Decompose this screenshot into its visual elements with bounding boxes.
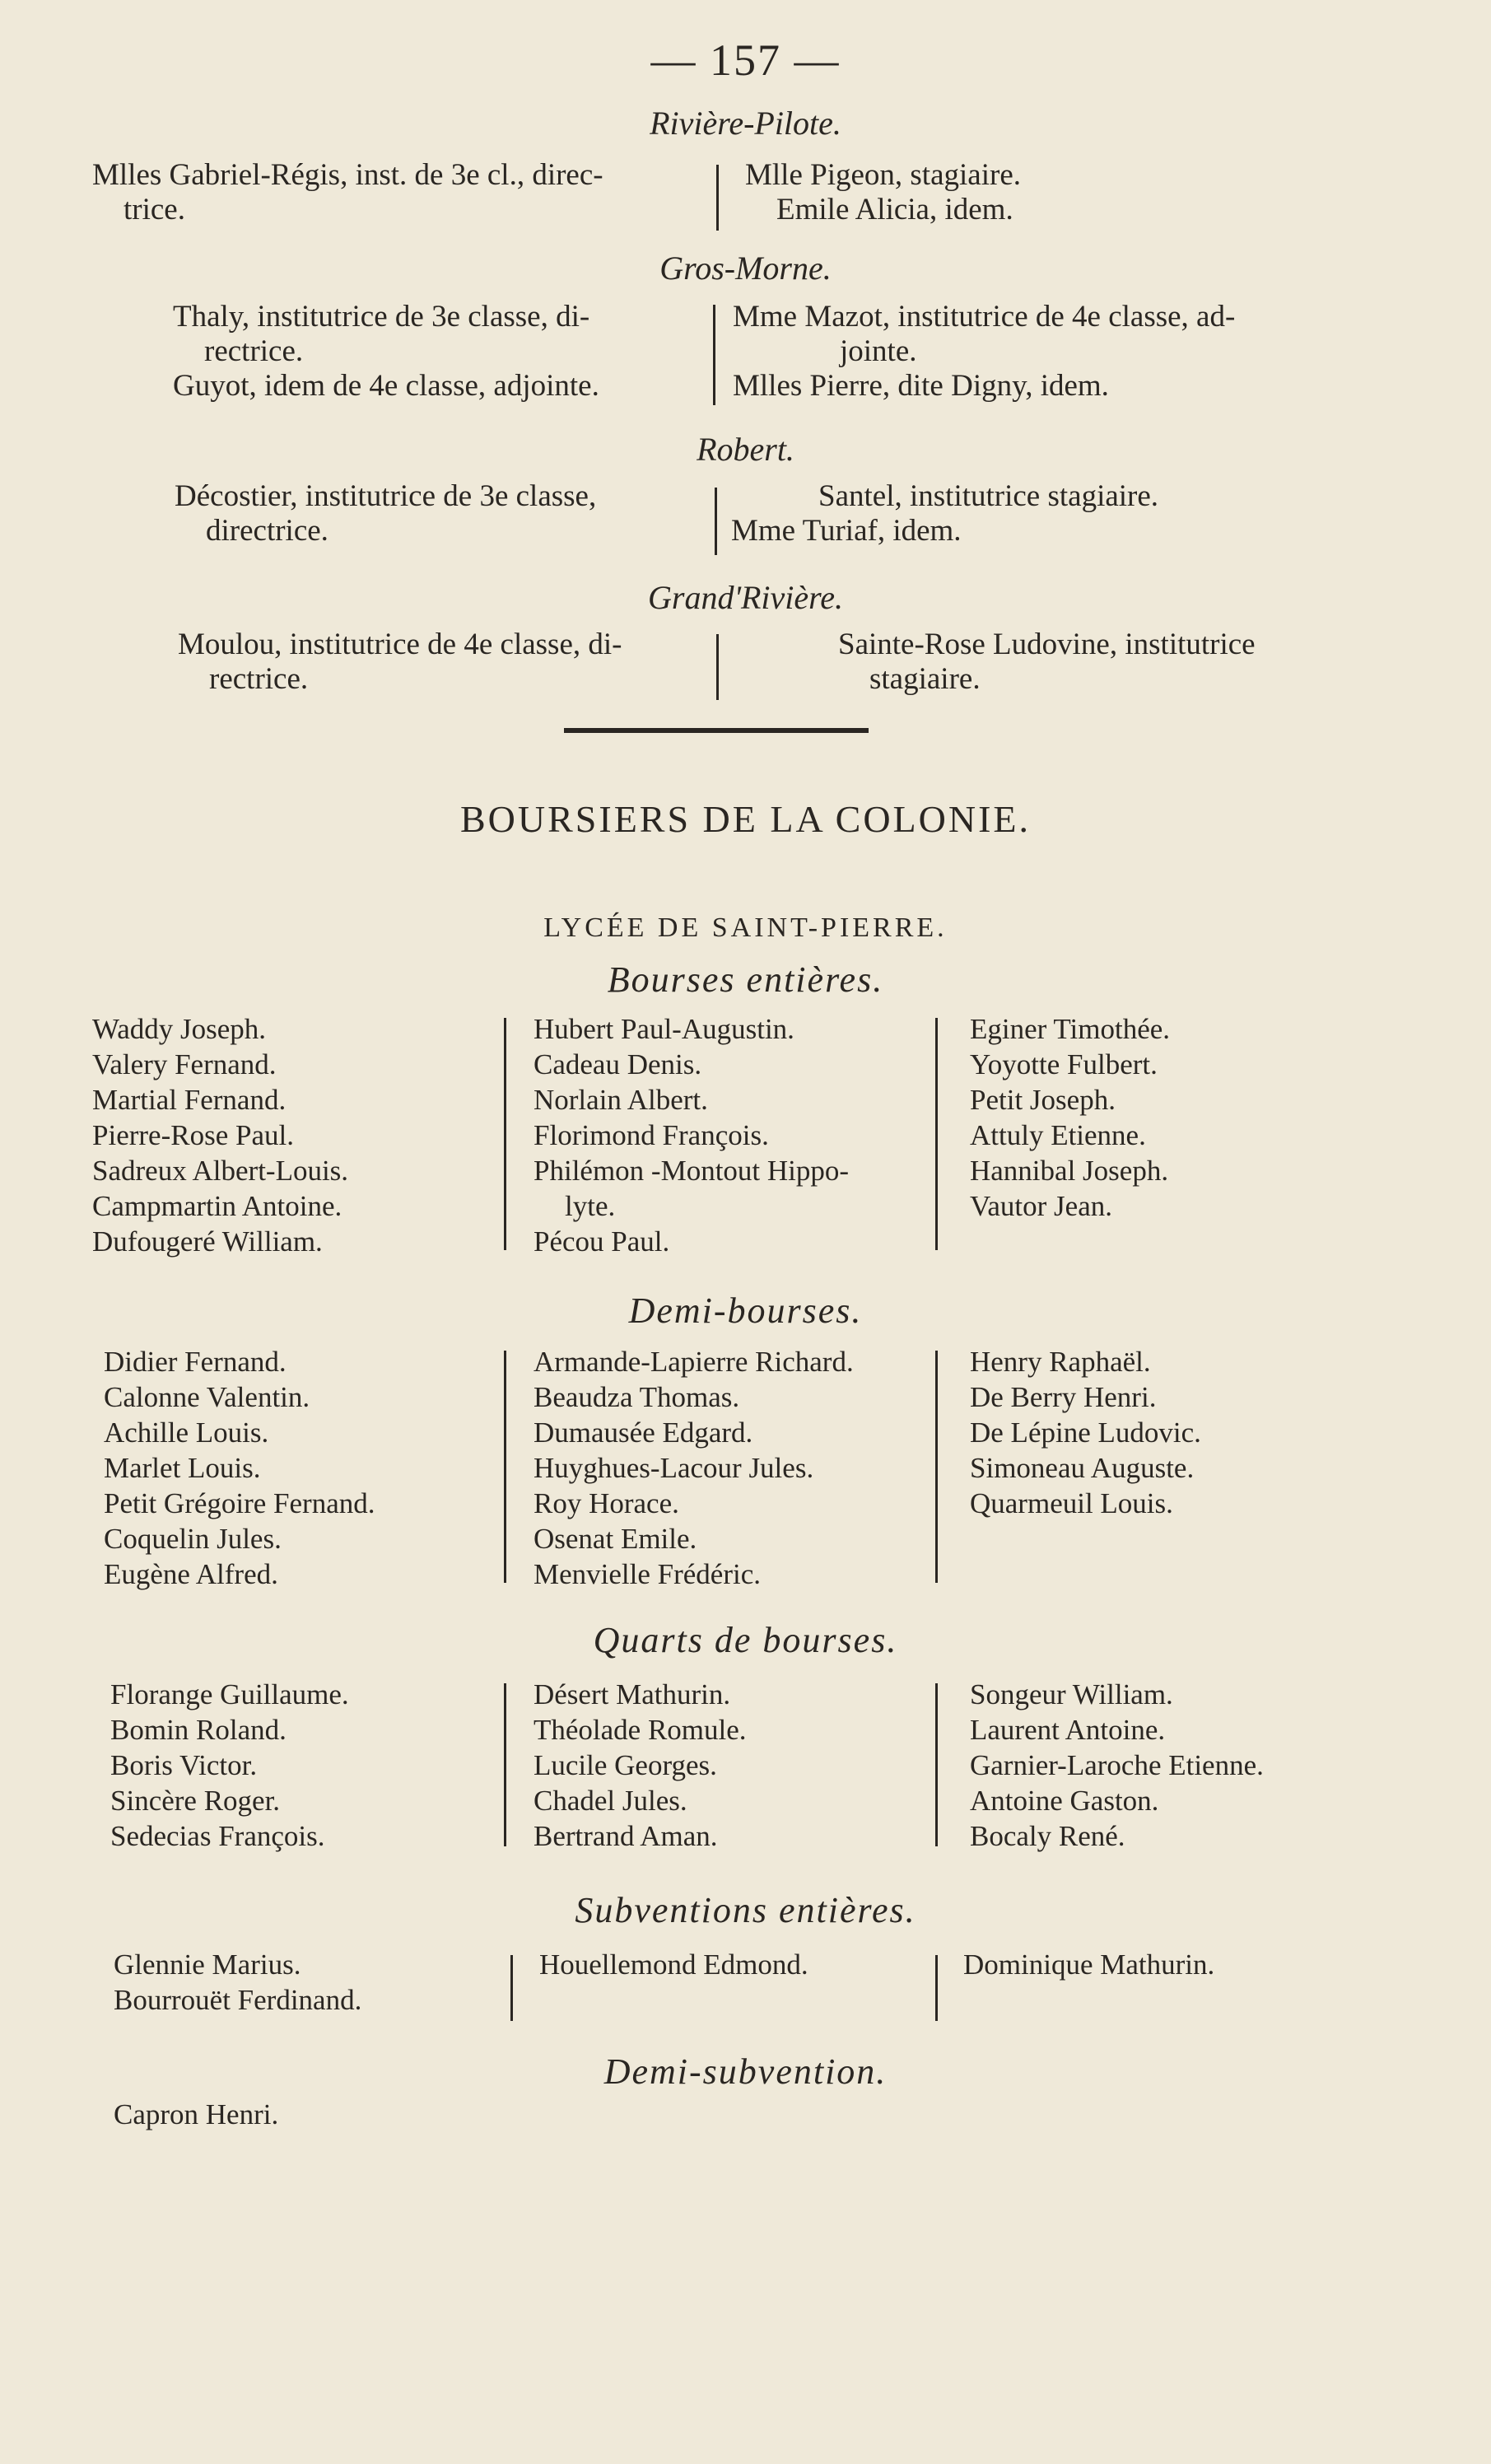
name-column-2 [533, 1011, 849, 1259]
name-item: Songeur William. [970, 1678, 1173, 1710]
staff-line: Mme Mazot, institutrice de 4e classe, ad- [733, 300, 1236, 334]
section-heading: BOURSIERS DE LA COLONIE. [459, 798, 1032, 840]
name-item: Hubert Paul-Augustin. [533, 1013, 794, 1045]
name-item: Bourrouët Ferdinand. [114, 1984, 362, 2016]
name-item: Florimond François. [533, 1119, 769, 1151]
school-staff-right [745, 158, 1021, 227]
name-column-2 [533, 1344, 854, 1592]
name-item: Bomin Roland. [110, 1714, 287, 1746]
school-name: Robert. [697, 431, 794, 468]
school-name: Rivière-Pilote. [650, 105, 841, 142]
name-item: Vautor Jean. [970, 1190, 1113, 1222]
staff-line: Mlles Pierre, dite Digny, idem. [733, 369, 1109, 403]
name-column-3 [970, 1677, 1264, 1854]
name-item: Florange Guillaume. [110, 1678, 349, 1710]
staff-line: rectrice. [209, 662, 309, 696]
name-item: Didier Fernand. [104, 1346, 287, 1378]
column-divider [504, 1351, 506, 1583]
name-item: Quarmeuil Louis. [970, 1487, 1173, 1519]
name-item: Cadeau Denis. [533, 1048, 702, 1080]
name-item: Chadel Jules. [533, 1785, 687, 1817]
name-item: Waddy Joseph. [92, 1013, 267, 1045]
name-item: Beaudza Thomas. [533, 1381, 740, 1413]
school-staff-left [175, 479, 596, 548]
group-title: Bourses entières. [607, 959, 884, 1000]
name-item: De Berry Henri. [970, 1381, 1157, 1413]
school-staff-left [178, 628, 622, 697]
staff-line: directrice. [206, 514, 328, 548]
column-divider [716, 634, 719, 700]
name-item: Marlet Louis. [104, 1452, 261, 1484]
name-item: Armande-Lapierre Richard. [533, 1346, 854, 1378]
name-item: Roy Horace. [533, 1487, 679, 1519]
name-item: Attuly Etienne. [970, 1119, 1146, 1151]
name-item: Laurent Antoine. [970, 1714, 1166, 1746]
name-item: Dumausée Edgard. [533, 1416, 753, 1449]
school-staff-left [92, 158, 603, 227]
name-item: Sedecias François. [110, 1820, 325, 1852]
name-item: lyte. [565, 1190, 616, 1222]
name-column-1 [114, 1947, 361, 2018]
name-column-1 [114, 2097, 278, 2132]
name-item: Boris Victor. [110, 1749, 258, 1781]
name-item: Valery Fernand. [92, 1048, 277, 1080]
page-number: — 157 — [650, 35, 841, 85]
name-item: Désert Mathurin. [533, 1678, 731, 1710]
name-column-3 [970, 1011, 1170, 1224]
name-item: Dufougeré William. [92, 1225, 323, 1258]
name-item: Eugène Alfred. [104, 1558, 278, 1590]
name-item: Pécou Paul. [533, 1225, 670, 1258]
name-item: Simoneau Auguste. [970, 1452, 1195, 1484]
lycee-heading: LYCÉE DE SAINT-PIERRE. [543, 912, 948, 943]
staff-line: Guyot, idem de 4e classe, adjointe. [173, 369, 599, 403]
name-item: Osenat Emile. [533, 1523, 697, 1555]
name-item: Capron Henri. [114, 2098, 279, 2130]
staff-line: stagiaire. [869, 662, 981, 696]
school-name: Gros-Morne. [659, 250, 832, 287]
column-divider [504, 1018, 506, 1250]
name-item: Glennie Marius. [114, 1948, 301, 1981]
group-title: Demi-subvention. [603, 2051, 888, 2092]
name-item: Eginer Timothée. [970, 1013, 1171, 1045]
name-item: Huyghues-Lacour Jules. [533, 1452, 814, 1484]
column-divider [935, 1351, 938, 1583]
staff-line: Thaly, institutrice de 3e classe, di- [173, 300, 590, 334]
staff-line: jointe. [840, 334, 917, 368]
staff-line: Mme Turiaf, idem. [731, 514, 962, 548]
staff-line: Mlle Pigeon, stagiaire. [745, 158, 1021, 192]
name-column-2 [539, 1947, 808, 1982]
school-name: Grand'Rivière. [647, 579, 843, 616]
name-item: Pierre-Rose Paul. [92, 1119, 294, 1151]
name-item: Menvielle Frédéric. [533, 1558, 762, 1590]
name-item: Théolade Romule. [533, 1714, 747, 1746]
name-item: Philémon -Montout Hippo- [533, 1155, 850, 1187]
name-item: De Lépine Ludovic. [970, 1416, 1201, 1449]
staff-line: rectrice. [204, 334, 304, 368]
name-item: Sadreux Albert-Louis. [92, 1155, 349, 1187]
name-column-2 [533, 1677, 747, 1854]
column-divider [510, 1955, 513, 2021]
name-column-1 [104, 1344, 375, 1592]
column-divider [713, 305, 715, 405]
staff-line: Décostier, institutrice de 3e classe, [175, 479, 597, 513]
name-item: Campmartin Antoine. [92, 1190, 342, 1222]
name-item: Lucile Georges. [533, 1749, 717, 1781]
name-column-1 [92, 1011, 348, 1259]
name-item: Antoine Gaston. [970, 1785, 1159, 1817]
name-item: Petit Joseph. [970, 1084, 1116, 1116]
column-divider [715, 488, 717, 555]
name-item: Martial Fernand. [92, 1084, 287, 1116]
group-title: Subventions entières. [575, 1890, 916, 1930]
name-item: Achille Louis. [104, 1416, 269, 1449]
name-column-3 [970, 1344, 1201, 1521]
group-title: Quarts de bourses. [593, 1620, 898, 1660]
name-item: Bertrand Aman. [533, 1820, 718, 1852]
school-staff-right [838, 628, 1256, 697]
name-item: Coquelin Jules. [104, 1523, 282, 1555]
name-item: Sincère Roger. [110, 1785, 281, 1817]
section-rule [564, 728, 869, 733]
name-column-1 [110, 1677, 349, 1854]
name-item: Petit Grégoire Fernand. [104, 1487, 375, 1519]
group-title: Demi-bourses. [628, 1290, 863, 1331]
column-divider [935, 1955, 938, 2021]
column-divider [504, 1683, 506, 1846]
school-staff-left [173, 300, 599, 404]
name-item: Dominique Mathurin. [963, 1948, 1215, 1981]
staff-line: Mlles Gabriel-Régis, inst. de 3e cl., direc- [92, 158, 603, 192]
school-staff-right [731, 479, 1158, 548]
name-item: Garnier-Laroche Etienne. [970, 1749, 1264, 1781]
staff-line: Santel, institutrice stagiaire. [818, 479, 1159, 513]
name-item: Calonne Valentin. [104, 1381, 310, 1413]
staff-line: trice. [123, 193, 185, 226]
column-divider [935, 1018, 938, 1250]
name-item: Norlain Albert. [533, 1084, 708, 1116]
column-divider [935, 1683, 938, 1846]
name-item: Houellemond Edmond. [539, 1948, 808, 1981]
column-divider [716, 165, 719, 231]
staff-line: Sainte-Rose Ludovine, institutrice [838, 628, 1256, 661]
school-staff-right [733, 300, 1235, 404]
name-item: Yoyotte Fulbert. [970, 1048, 1158, 1080]
name-item: Hannibal Joseph. [970, 1155, 1169, 1187]
name-item: Bocaly René. [970, 1820, 1125, 1852]
staff-line: Emile Alicia, idem. [776, 193, 1013, 226]
name-column-3 [963, 1947, 1214, 1982]
name-item: Henry Raphaël. [970, 1346, 1151, 1378]
staff-line: Moulou, institutrice de 4e classe, di- [178, 628, 622, 661]
